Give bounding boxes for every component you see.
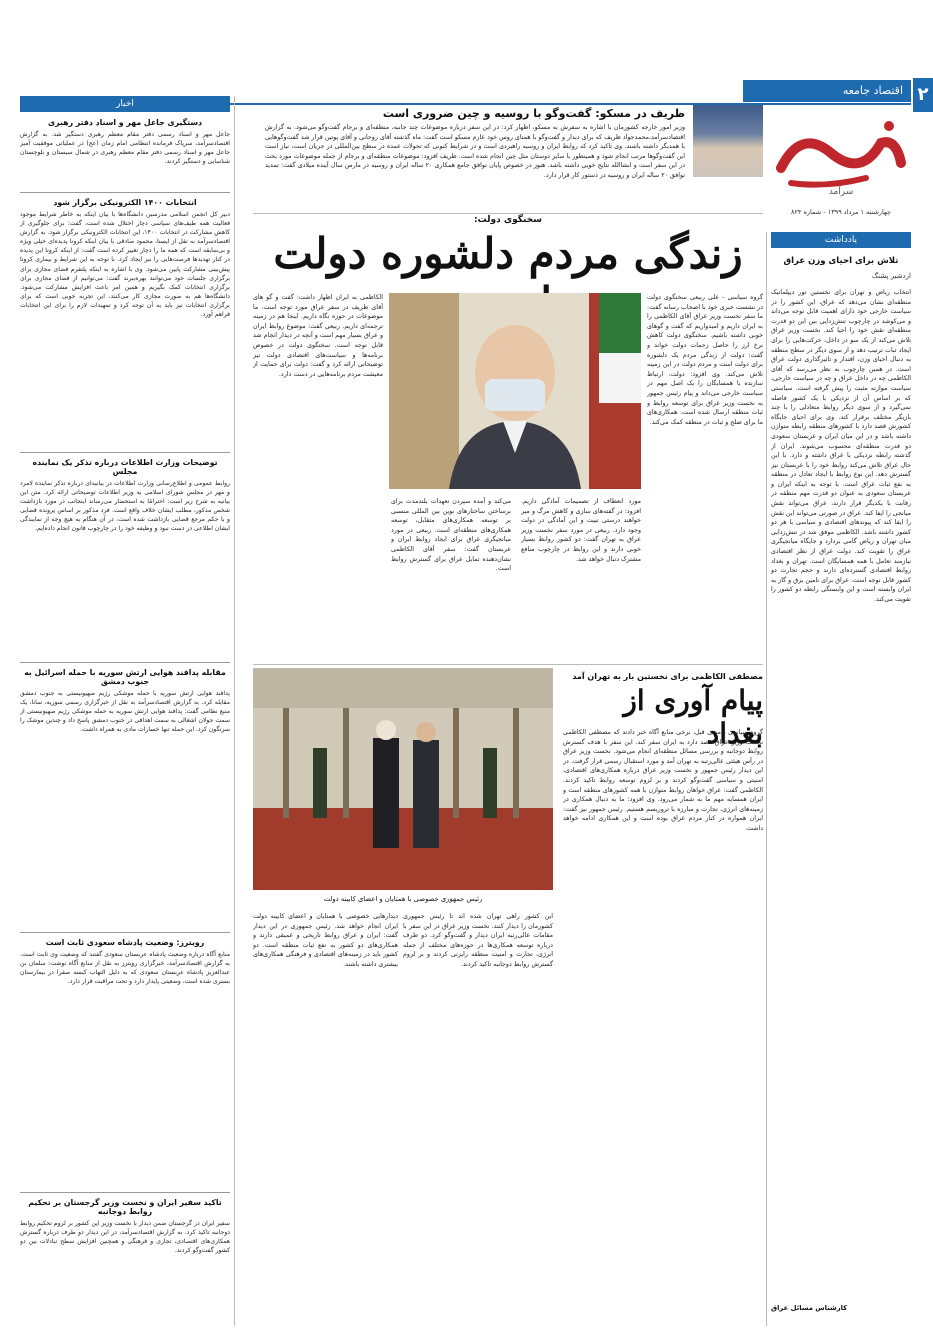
news-headline: انتخابات ۱۴۰۰ الکترونیکی برگزار شود: [53, 198, 197, 207]
spokesman-photo: [389, 293, 641, 489]
news-item: [20, 668, 230, 925]
main-story-column: مورد انعطاف از تصمیمات آمادگی داریم. افزود: در گفته‌های سازی و کاهش مرگ و میر خواهند درستی تبیت و این آمادگی در دولت وجود دارد. ربیعی در مورد سفر نخست وزیر عراق به تهران گفت: دو کشور روابط بسیار خوبی دارند و این روابط در چارچوب منافع مشترک دنبال خواهد شد.: [521, 498, 641, 563]
news-headline: توضیحات وزارت اطلاعات درباره تذکر یک نماینده مجلس: [32, 458, 218, 476]
issue-line: چهارشنبه ۱ مرداد ۱۳۹۹ - شماره ۸۲۴: [790, 208, 892, 216]
welcome-ceremony-photo: [253, 668, 553, 890]
main-kicker: سخنگوی دولت:: [474, 215, 542, 225]
news-divider: [20, 192, 230, 193]
news-column: [20, 96, 230, 1326]
news-body: پدافند هوایی ارتش سوریه با حمله موشکی رژیم صهیونیستی به جنوب دمشق مقابله کرد. به گزارش اقتصادسرآمد به نقل از خبرگزاری رسمی سوریه، سانا، یک منبع نظامی گفت: پدافند هوایی ارتش سوریه به حمله موشکی رژیم صهیونیستی از سمت جولان اشغالی به سمت اهدافی در جنوب دمشق پاسخ داد و چندین موشک را سرنگون کرد. این حمله تنها خسارات مادی به همراه داشت.: [20, 690, 230, 734]
editorial-signature: کارشناس مسائل عراق: [771, 1304, 848, 1312]
editorial-body: انتخاب ریاض و تهران برای نخستین تور دیپلماتیک منطقه‌ای نشان می‌دهد که عراق، این کشور را در سیاست خارجی خود دارای اهمیت قابل توجه می‌داند و می‌کوشد در چارچوب تنش‌زدایی بین این دو قدرت منطقه‌ای نقش خود را احیا کند. نخست وزیر عراق تلاش می‌کند از یک سو در داخل، حرکت‌هایی را برای ایجاد ثبات ترتیب دهد و از سوی دیگر در سطح منطقه به دنبال احیای وزن، اقتدار و تاثیرگذاری دولت عراق است. در همین چارچوب به نظر می‌رسد که آقای الکاظمی چه در داخل عراق و چه در سیاست خارجی، سیاست موازنه مثبت را پیش گرفته است. سیاستی که بر اساس آن از نزدیکی با یک کشور فاصله نمی‌گیرد و از سوی دیگر روابط متعادلی را با چند بازیگر مختلف برقرار کند. وی برای احیای جایگاه کشورش قصد دارد با کشورهای منطقه رابطه متوازن داشته باشد و در این میان ایران و عربستان سعودی دو قدرت منطقه‌ای محسوب می‌شوند. ایران از گذشته رابطه نزدیکی با عراق داشته و دارد. با این حال عراق تلاش می‌کند روابط خود را با عربستان نیز گسترش دهد. این نوع روابط با ایجاد تعادل در منطقه به نفع ثبات عراق است. با توجه به اینکه ایران و عربستان سعودی به عنوان دو قدرت مهم منطقه در رقابت با یکدیگر قرار دارند، عراق می‌تواند نقش میانجی را ایفا کند. عراق در صورتی می‌تواند این نقش را ایفا کند که پیوندهای اقتصادی و سیاسی با هر دو کشور داشته باشد. الکاظمی موفق شد در تنش‌زدایی میان تهران و ریاض گامی بردارد و جایگاه میانجیگری عراق را تقویت کند. دولت عراق از نظر اقتصادی نیازمند تعامل با همه همسایگان است. تهران و بغداد روابط اقتصادی گسترده‌ای دارند و حجم تجارت دو کشور قابل توجه است. عراق برای تامین برق و گاز به ایران وابسته است و این وابستگی رابطه دو کشور را تقویت می‌کند.: [771, 289, 911, 603]
main-story-column: گروه سیاسی - علی ربیعی سخنگوی دولت در نشست خبری خود با اصحاب رسانه گفت: ما سفر نخست وزیر عراق آقای الکاظمی را به ایران داریم و امیدواریم که گفت و گوهای خوبی داشته باشیم. سخنگوی دولت کاهش نرخ ارز را حاصل زحمات دولت خواند و گفت: دولت از زندگی مردم یک دلشوره برای دولت است و مردم دولت در این زمینه تلاش می‌کند. وی افزود: دولت، ارتباط سازنده با همسایگان را یک اصل مهم در سیاست خارجی می‌داند و پیام رئیس جمهور به نخست وزیر عراق برای توسعه روابط و ثبات منطقه ارسال شده است. همکاری‌های ما برای صلح و ثبات در منطقه کمک می‌کند.: [647, 294, 763, 426]
news-headline: تاکید سفیر ایران و نخست وزیر گرجستان بر تحکیم روابط دوجانبه: [28, 1198, 222, 1216]
second-story-column: این کشور راهی تهران شده اند تا رئیس جمهوری کشورمان را دیدار کنند. نخست وزیر عراق در این سفر با مقامات عالی‌رتبه ایران دیدار و گفت‌وگو کرد. دو طرف درباره توسعه همکاری‌ها در حوزه‌های مختلف از جمله انرژی، تجارت و امنیت منطقه رایزنی کردند و بر لزوم گسترش روابط دوجانبه تاکید کردند.: [403, 913, 553, 968]
zarif-photo: [693, 105, 763, 177]
second-headline: پیام آوری از بغداد: [623, 684, 763, 750]
photo-caption: رئیس جمهوری خصوصی با همتایان و اعضای کابینه دولت: [323, 895, 483, 903]
ceremony-scene-icon: [253, 668, 553, 890]
news-headline: رویترز: وضعیت پادشاه سعودی ثابت است: [45, 938, 205, 947]
news-body: سفیر ایران در گرجستان ضمن دیدار با نخست وزیر این کشور بر لزوم تحکیم روابط دوجانبه تاکید کرد. به گزارش اقتصادسرآمد، در این دیدار دو طرف درباره گسترش همکاری‌های اقتصادی، تجاری و فرهنگی و همچنین افزایش سطح تبادلات بین دو کشور گفت‌وگو کردند.: [20, 1220, 230, 1255]
news-item: [20, 118, 230, 188]
editorial-title: تلاش برای احیای وزن عراق: [783, 256, 899, 266]
news-body: روابط عمومی و اطلاع‌رسانی وزارت اطلاعات در بیانیه‌ای درباره تذکر نماینده لامرد و مهر در مجلس شورای اسلامی به وزیر اطلاعات توضیحاتی ارائه کرد. متن این بیانیه به شرح زیر است: احترامًا به استحضار می‌رساند اینجانب در مورد بازداشت شخص مذکور، مطلب ایشان خلاف واقع است. فرد مذکور بر اساس پرونده قضایی و با حکم مرجع قضایی بازداشت شده است. در آن هنگام به هیچ وجه از نمایندگی ایشان اطلاعی در دست نبود و وظیفه خود را در چارچوب قانون انجام داده‌ایم.: [20, 480, 230, 533]
top-story-headline: ظریف در مسکو: گفت‌وگو با روسیه و چین ضروری است: [382, 107, 685, 120]
main-story-column: الکاظمی به ایران اظهار داشت: گفت و گو های آقای ظریف در سفر عراق مورد توجه است. ما موضوعات در حوزه نگاه داریم. اینجا هم در زمینه ترجمه‌ای داریم. ربیعی گفت: موضوع روابط ایران و عراق بسیار مهم است و آنچه در دیدار انجام شد قابل توجه است. سخنگوی دولت در خصوص برنامه‌ها و سیاست‌های اقتصادی دولت نیز توضیحاتی ارائه کرد و گفت: دولت برای حمایت از معیشت مردم برنامه‌هایی در دست دارد.: [253, 294, 383, 378]
column-divider: [766, 232, 767, 1326]
page-number: ۲: [913, 78, 933, 112]
news-divider: [20, 932, 230, 933]
main-headline: زندگی مردم دلشوره دولت: [273, 229, 743, 278]
news-divider: [20, 662, 230, 663]
top-story: [263, 105, 763, 213]
news-item: [20, 198, 230, 448]
news-body: دبیر کل انجمن اسلامی مدرسین دانشگاه‌ها با بیان اینکه به خاطر شرایط موجود فعالیت همه طیف‌های سیاسی دچار اختلال شده است، گفت: برای جلوگیری از کاهش مشارکت در انتخابات ۱۴۰۰، این انتخابات الکترونیکی برگزار شود. به گزارش اقتصادسرآمد به نقل از ایسنا، محمود صادقی با بیان اینکه کرونا پدیده‌ای خیلی ویژه و بی‌سابقه است که همه ما را دچار تغییر کرده است گفت: از اینکه کرونا این پدیده در کنار تهدیدها فرصت‌هایی را نیز ایجاد کرد. با توجه به این شرایط و بیماری کرونا پیش‌بینی مشارکت پایین می‌شود. وی با اشاره به اینکه پلتفرم فضای مجازی برای برگزاری جلسات خود می‌توانند بهره‌ببرند گفت: می‌توانیم از فضای مجازی برای برگزاری انتخابات کمک بگیریم و همین امر باعث افزایش مشارکت می‌شود. دانشگاه‌ها هم به صورت مجازی کار می‌کنند، این تجربه خوبی است که برای برگزاری انتخابات نیز باید به آن توجه کرد و تمهیدات لازم را برای این انتخابات فراهم آورد.: [20, 211, 230, 319]
editorial-column: [771, 232, 911, 1322]
second-story-column: گروه سیاسی - مدنی قبل، برخی منابع آگاه خبر دادند که مصطفی الکاظمی نخست وزیر عراق قصد دارد به ایران سفر کند. این سفر با هدف گسترش روابط دوجانبه و بررسی مسائل منطقه‌ای انجام می‌شود. نخست وزیر عراق در رأس هیئتی عالی‌رتبه به تهران آمد و مورد استقبال رسمی قرار گرفت. در این دیدار رئیس جمهور و نخست وزیر عراق درباره همکاری‌های اقتصادی، امنیتی و سیاسی گفت‌وگو کردند و بر لزوم توسعه روابط تاکید کردند. الکاظمی گفت: عراق خواهان روابط متوازن با همه کشورهای منطقه است و ایران همسایه مهم ما به شمار می‌رود. وی افزود: ما به دنبال همکاری در زمینه‌های انرژی، تجارت و مبارزه با تروریسم هستیم. رئیس جمهور نیز گفت: ایران همواره در کنار مردم عراق بوده است و این همکاری ادامه خواهد داشت.: [563, 729, 763, 832]
news-divider: [20, 452, 230, 453]
section-title: اقتصاد جامعه: [743, 80, 911, 102]
news-item: [20, 458, 230, 655]
news-item: [20, 1198, 230, 1329]
editorial-tab: یادداشت: [771, 232, 911, 248]
main-story-column: می‌کند و آمده سپردن تعهدات بلندمدت برای برساختن ساختارهای نوین بین المللی منسبی بر توسعه همکاری‌های متقابل، توسعه همکاری‌های منطقه‌ای است. ربیعی در مورد میانجیگری عراق برای ایجاد روابط ایران و عربستان گفت: سفر آقای الکاظمی نشان‌دهنده تمایل عراق برای گسترش روابط است.: [391, 498, 511, 573]
news-divider: [20, 1192, 230, 1193]
news-body: منابع آگاه درباره وضعیت پادشاه عربستان سعودی گفتند که وضعیت وی ثابت است. به گزارش اقتصادسرآمد، خبرگزاری رویترز به نقل از منابع آگاه نوشت: سلمان بن عبدالعزیز پادشاه عربستان سعودی که به دلیل التهاب کیسه صفرا در بیمارستان بستری شده است، وضعیتی پایدار دارد و تحت مراقبت قرار دارد.: [20, 951, 230, 986]
second-kicker: مصطفی الکاظمی برای نخستین بار به تهران آمد: [572, 672, 763, 681]
top-story-body: وزیر امور خارجه کشورمان با اشاره به سفرش به مسکو، اظهار کرد: در این سفر درباره موضوعات چند جانبه، منطقه‌ای و برجام گفت‌وگو می‌شود. به گزارش اقتصادسرآمد،محمدجواد ظریف که برای دیدار و گفت‌وگو با همتای روس خود عازم مسکو است گفت: ماه گذشته آقای روحانی و آقای پوتین قرار شد گفت‌وگوهایی با همدیگر داشته باشند. وی تاکید کرد که روابط ایران و روسیه راهبردی است و در شرایط کنونی که تحولات عمده در سطح بین‌المللی در جریان است، نیاز است این گفت‌وگوها مرتب انجام شود و همینطور با سایر دوستان مثل چین انجام شده است. ظریف افزود: موضوعات منطقه‌ای و برجام از جمله موضوعات مورد بحث در این سفر است و انشاالله نتایج خوبی داشته باشد. هنوز در خصوص پایان توافق جامع همکاری ۲۰ ساله ایران و روسیه در مارس سال آینده میلادی گفت: تمدید توافق ۲۰ ساله ایران و روسیه در دستور کار قرار دارد.: [265, 124, 685, 179]
section-divider: [253, 213, 763, 214]
editorial-author: اردشیر پشنگ: [871, 272, 911, 280]
second-story: [253, 668, 763, 1328]
second-story-column: دیدارهایی خصوصی با همتایان و اعضای کابینه دولت ایران انجام خواهد شد. رئیس جمهوری در این دیدار گفت: ایران و عراق روابط تاریخی و عمیقی دارند و همکاری‌های دو کشور به نفع ثبات منطقه است. دو کشور باید در زمینه‌های اقتصادی و فرهنگی همکاری‌های بیشتری داشته باشند.: [253, 913, 398, 968]
masthead: [771, 108, 911, 228]
column-divider: [234, 96, 235, 1326]
spokesman-figure-icon: [389, 293, 641, 489]
news-headline: دستگیری جاعل مهر و اسناد دفتر رهبری: [47, 118, 203, 127]
news-tab: اخبار: [20, 96, 230, 112]
main-story: [253, 215, 763, 665]
news-item: [20, 938, 230, 1180]
masthead-logo-icon: [771, 108, 911, 198]
masthead-name: سرآمد: [828, 187, 854, 197]
news-body: جاعل مهر و اسناد رسمی دفتر مقام معظم رهبری دستگیر شد. به گزارش اقتصادسرآمد، سرپاک فرمانده انتظامی امام زمان (عج) در عملیاتی موفقیت آمیز جاعل مهر و اسناد رسمی دفتر مقام معظم رهبری در شمال سیستان و بلوچستان شناسایی و دستگیر کردند.: [20, 131, 230, 166]
news-headline: مقابله پدافند هوایی ارتش سوریه با حمله اسرائیل به جنوب دمشق: [24, 668, 226, 686]
